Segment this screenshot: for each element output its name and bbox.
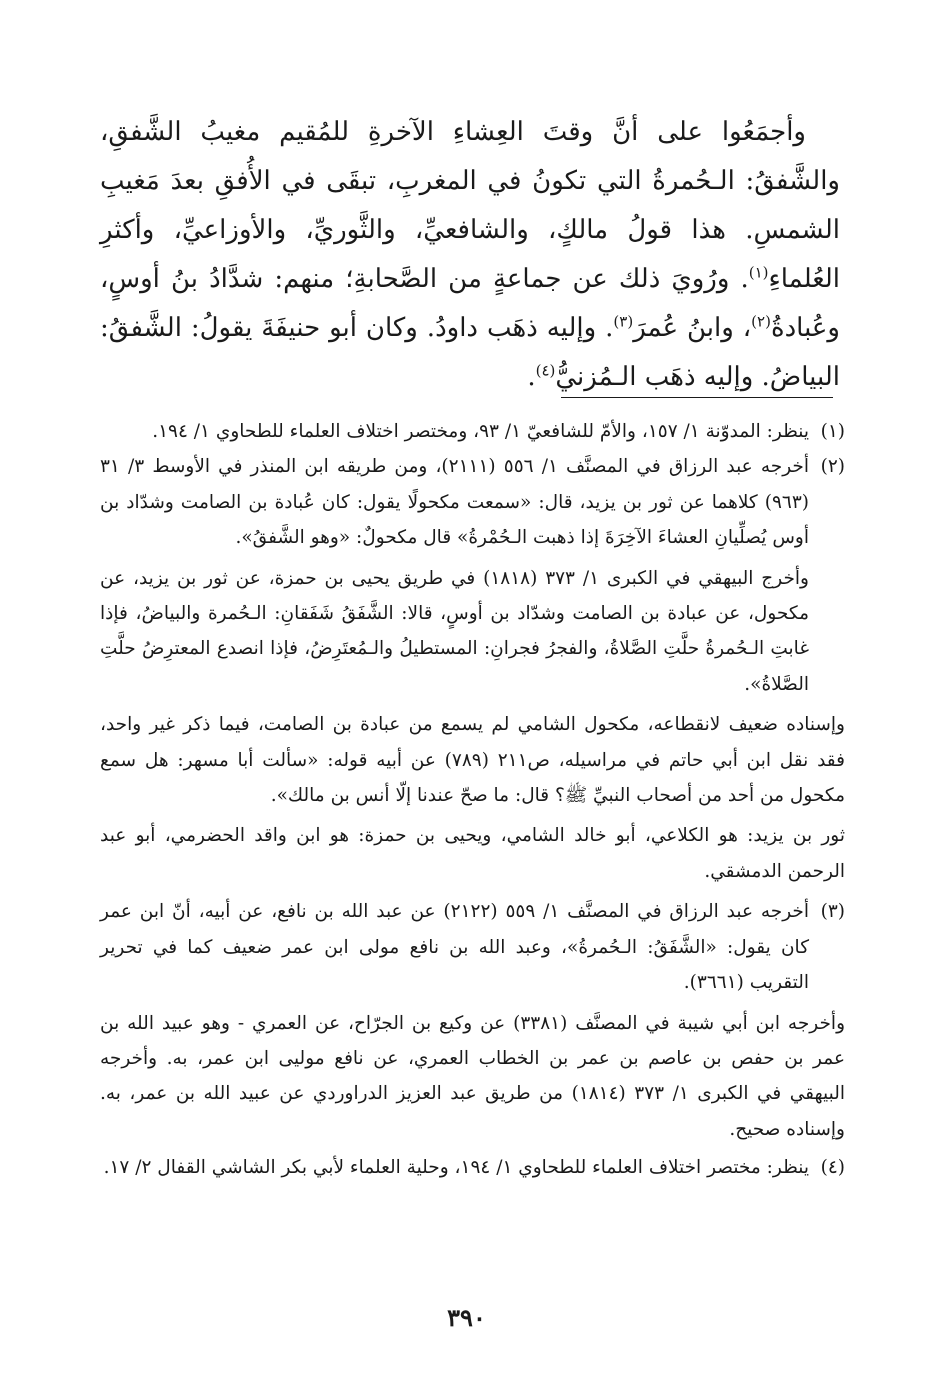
footnote-text: ينظر: مختصر اختلاف العلماء للطحاوي ١/ ١٩٤، وحلية العلماء لأبي بكر الشاشي القفال ٢/ ١٧.	[103, 1157, 809, 1179]
footnote-continuation: وأخرجه ابن أبي شيبة في المصنَّف (٣٣٨١) عن وكيع بن الجرّاح، عن العمري - وهو عبيد الله بن عمر بن حفص بن عاصم بن عمر بن الخطاب العمري، عن نافع موليى ابن عمر، به. وأخرجه البيهقي في الكبرى ١/ ٣٧٣ (١٨١٤) من طريق عبد العزيز الدراوردي عن عبيد الله بن عمر، به. وإسناده صحيح.	[100, 1012, 846, 1140]
main-text	[100, 108, 840, 402]
footnote-continuation: وأخرج البيهقي في الكبرى ١/ ٣٧٣ (١٨١٨) في طريق يحيى بن حمزة، عن ثور بن يزيد، عن مكحول، عن عبادة بن الصامت وشدّاد بن أوسٍ، قالا: الشَّفَقُ شَفَقانِ: الـحُمرة والبياضُ، فإذا غابتِ الـحُمرةُ حلَّتِ الصَّلاةُ، والفجرُ فجرانِ: المستطيلُ والـمُعتَرِضُ، فإذا انصدع المعترِضُ حلَّتِ الصَّلاةُ».	[100, 567, 809, 695]
footnote-separator	[561, 397, 833, 398]
footnote-ref-1[interactable]: (١)	[748, 263, 769, 282]
footnote-2	[100, 449, 845, 702]
main-text-part: . وإليه ذهَب داودُ. وكان أبو حنيفَةَ يقولُ: الشَّفقُ: البياضُ. وإليه ذهَب الـمُزنيُّ	[100, 313, 840, 392]
main-text-part: وأجمَعُوا على أنَّ وقتَ العِشاءِ الآخرةِ للمُقيم مغيبُ الشَّفقِ، والشَّفقُ: الـحُمرةُ التي تكونُ في المغربِ، تبقَى في الأُفقِ بعدَ مَغيبِ الشمسِ. هذا قولُ مالكٍ، والشافعيِّ، والثَّوريِّ، والأوزاعيِّ، وأكثرِ العُلماءِ	[100, 117, 840, 294]
page-number: ٣٩٠	[447, 1303, 486, 1332]
footnote-ref-3[interactable]: (٣)	[613, 312, 634, 331]
footnote-1	[100, 414, 845, 449]
footnote-text: أخرجه عبد الرزاق في المصنَّف ١/ ٥٥٩ (٢١٢٢) عن عبد الله بن نافع، عن أبيه، أنّ ابن عمر كان يقول: «الشَّفَقُ: الـحُمرةُ»، وعبد الله بن نافع مولى ابن عمر ضعيف كما في تحرير التقريب (٣٦٦١).	[100, 901, 809, 994]
main-text-part: .	[527, 362, 536, 392]
footnote-ref-2[interactable]: (٢)	[751, 312, 771, 331]
footnotes	[100, 414, 845, 1186]
footnote-number: (١)	[820, 421, 845, 442]
footnote-number: (٢)	[820, 456, 845, 478]
footnote-continuation: وإسناده ضعيف لانقطاعه، مكحول الشامي لم يسمع من عبادة بن الصامت، فيما ذكر غير واحد، فقد نقل ابن أبي حاتم في مراسيله، ص٢١١ (٧٨٩) عن أبيه قوله: «سألت أبا مسهر: هل سمع مكحول من أحد من أصحاب النبيِّ ﷺ؟ قال: ما صحّ عندنا إلّا أنس بن مالك».	[100, 714, 845, 807]
footnote-text: ينظر: المدوّنة ١/ ١٥٧، والأمّ للشافعيّ ١/ ٩٣، ومختصر اختلاف العلماء للطحاوي ١/ ١٩٤.	[152, 421, 809, 442]
footnote-text: أخرجه عبد الرزاق في المصنَّف ١/ ٥٥٦ (٢١١١)، ومن طريقه ابن المنذر في الأوسط ٣/ ٣١ (٩٦٣) كلاهما عن ثور بن يزيد، قال: «سمعت مكحولًا يقول: كان عُبادة بن الصامت وشدّاد بن أوس يُصلِّيانِ العشاءَ الآخِرَةَ إذا ذهبت الـحُمْرةُ» قال مكحولٌ: «وهو الشَّفقُ».	[100, 456, 809, 549]
footnote-number: (٣)	[820, 901, 845, 923]
main-text-part: ، وابنُ عُمرَ	[633, 313, 752, 343]
main-paragraph	[100, 108, 840, 402]
footnote-ref-4[interactable]: (٤)	[535, 361, 556, 380]
footnote-3	[100, 894, 845, 1000]
footnote-number: (٤)	[820, 1157, 845, 1179]
main-text-part: . ورُويَ ذلك عن جماعةٍ من الصَّحابةِ؛ منهم: شدَّادُ بنُ أوسٍ، وعُبادةُ	[100, 264, 840, 343]
footnote-4	[100, 1150, 845, 1185]
footnote-continuation: ثور بن يزيد: هو الكلاعي، أبو خالد الشامي، ويحيى بن حمزة: هو ابن واقد الحضرمي، أبو عبد الرحمن الدمشقي.	[100, 825, 845, 882]
